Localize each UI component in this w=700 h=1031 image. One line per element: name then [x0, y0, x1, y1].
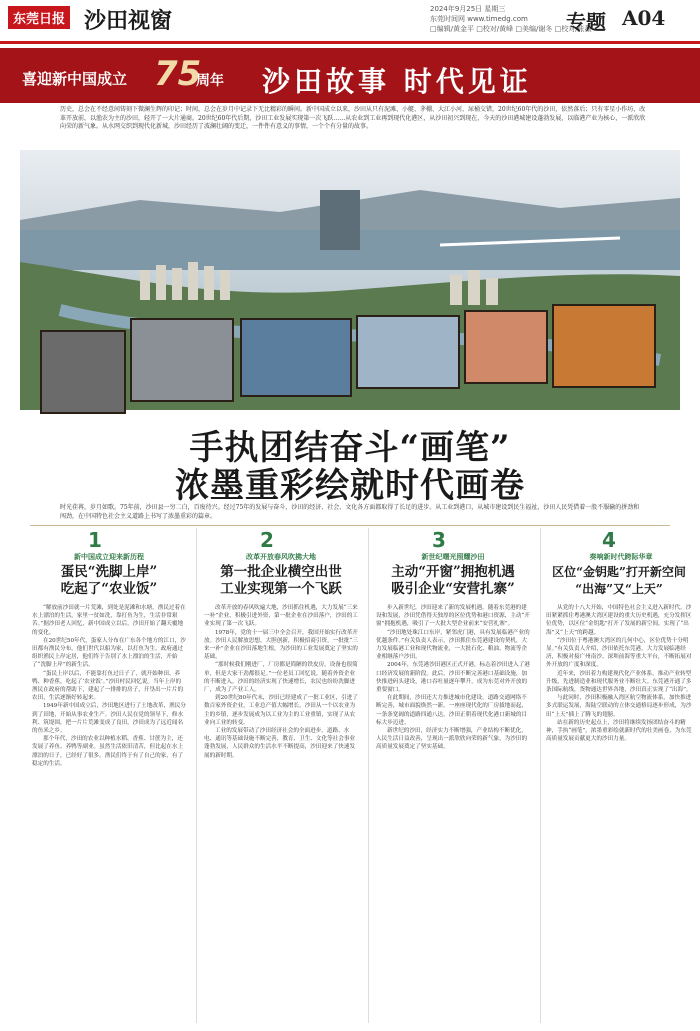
port-crane-photo: [552, 304, 656, 388]
editor-credits: □编辑/黄金平 □校对/黄峰 □美编/谢冬 □校对/张薇: [430, 25, 592, 33]
bridge-photo: [240, 318, 352, 397]
column-paragraph: 改革开放的春风吹遍大地，沙田抓住机遇，大力发展“三来一补”企业，积极引进外资，第一批企业在沙田落户，沙田的工业实现了第一次飞跃。: [204, 605, 358, 628]
column-paragraph: 在20世纪50年代，蛋家人分布在广东各个地方的江口，沙田都有渔民分布，他们世代以船为家，以打鱼为生。政府通过组织渔民上岸定居，他们终于告别了水上漂泊的生活，开始了“洗脚上岸”的新生活。: [32, 637, 186, 669]
column-kicker: 改革开放春风吹拂大地: [246, 552, 316, 561]
column-paragraph: 新世纪的沙田，经济实力不断增强，产业结构不断优化，人民生活日益改善，呈现出一派欣欣向荣的新气象，为沙田的高质量发展奠定了坚实基础。: [376, 728, 528, 751]
column-number-badge: [374, 530, 532, 550]
column-divider-rule: [30, 525, 670, 526]
column-body: [546, 604, 692, 1024]
section-title: 沙田视窗: [84, 8, 173, 34]
intro-paragraph: 历史，总会在不经意间铸刻下微澜生辉的印记；时间，总会在岁月中记录下无比精彩的瞬间。新中国成立以来，沙田从只有泥滩、小艇、茅棚、大江小河、尿桶交错，20世纪60年代的沙田，依然落后；只有零星小作坊，改革开放前，以渔农为主的沙田，轻开了一大片通商。20世纪60年代后期，沙田工业发展实现第一次飞跃……从农业到工业再到现代化港区，从沙田初兴到现在，今天的沙田港城建设蓬勃发展，以临港产业为核心，一派欣欣向荣的新气象。从水网交织到现代化新城，沙田经历了波澜壮阔的变迁，一件件有意义的事情，一个个有分量的故事。: [60, 106, 646, 130]
historic-photo-2: [130, 318, 234, 402]
topic-label: 专题: [566, 10, 606, 34]
column-title: 第一批企业横空出世 工业实现第一个飞跃: [220, 564, 342, 597]
column-paragraph: “沙田位于粤港澳大湾区的几何中心，区位优势十分明显。”有关负责人介绍，沙田依托东莞港，大力发展临港经济，积极对接广州南沙、深圳前海等重大平台，不断拓展对外开放的广度和深度。: [546, 637, 692, 669]
column-paragraph: 近年来，沙田着力构建现代化产业体系，推动产业转型升级，先进制造业和现代服务业不断壮大。东莞港开通了多条国际航线，货物通达世界各地，沙田真正实现了“出海”。: [546, 670, 692, 694]
column-number-badge: [202, 530, 360, 550]
column-body: [32, 604, 186, 1024]
column-title: 主动“开窗”拥抱机遇 吸引企业“安营扎寨”: [391, 564, 515, 597]
column-separator: [196, 528, 197, 1023]
column-number: 1: [88, 528, 102, 552]
column-number: 4: [602, 528, 616, 552]
column-body: [204, 604, 358, 1024]
column-title: 蛋民“洗脚上岸” 吃起了“农业饭”: [60, 564, 158, 597]
column-number: 3: [432, 528, 446, 552]
column-title: 区位“金钥匙”打开新空间 “出海”又“上天”: [552, 565, 686, 596]
column-paragraph: 到20世纪80年代末，沙田已经建成了一批工业区，引进了数百家外资企业，工业总产值大幅增长。沙田从一个以农业为主的乡镇，逐步发展成为以工业为主的工业重镇，实现了从农业向工业的转变。: [204, 695, 358, 726]
column-paragraph: “沙田地处珠江口东岸，紧邻虎门港，具有发展临港产业的优越条件。”有关负责人表示，沙田抓住东莞港建设的契机，大力发展临港工业和现代物流业，一大批石化、粮油、物流等企业相继落户沙田。: [376, 629, 530, 661]
page-number: A04: [622, 6, 666, 30]
banner-title: 沙田故事 时代见证: [262, 65, 532, 98]
column-paragraph: 1978年，党的十一届三中全会召开，我国开始实行改革开放。沙田人民解放思想，大胆创新，积极招商引资，一批批“三来一补”企业在沙田落地生根，为沙田的工业发展奠定了坚实的基础。: [204, 629, 358, 661]
anniversary-number: 75: [154, 54, 202, 94]
banner-suffix: 周年: [196, 73, 224, 89]
column-paragraph: 1949年新中国成立后，沙田地区进行了土地改革，渔民分到了田地，开始从事农业生产。沙田人民在党的领导下，修水利、筑堤围，把一片片荒滩变成了良田，沙田成为了远近闻名的鱼米之乡。: [32, 703, 186, 735]
lead-paragraph: 时光荏苒，岁月如歌。75年前，沙田县一穷二白，百废待兴。经过75年的发展与奋斗，沙田的经济、社会、文化各方面都取得了长足的进步。从工业到港口，从城市建设到民生福祉，沙田人民凭借着一股不服输的拼劲和闯劲，在中国特色社会主义道路上书写了浓墨重彩的篇章。: [60, 504, 640, 520]
site-url: 东莞时间网 www.timedg.com: [430, 15, 528, 23]
column-kicker: 新中国成立迎来新历程: [74, 552, 144, 561]
column-paragraph: 步入新世纪，沙田迎来了新的发展机遇。随着东莞港的建设和发展，沙田凭借得天独厚的区位优势和港口资源，主动“开窗”拥抱机遇，吸引了一大批大型企业前来“安营扎寨”。: [376, 605, 530, 628]
headline-line-1: 手执团结奋斗“画笔”: [189, 428, 511, 468]
column-body: [376, 604, 530, 1024]
newspaper-logo: 东莞日报: [8, 6, 70, 29]
column-paragraph: 站在新的历史起点上，沙田将继续发扬团结奋斗的精神，手执“画笔”，浓墨重彩绘就新时代的壮美画卷，为东莞高质量发展贡献更大的沙田力量。: [546, 719, 692, 743]
feature-banner: [0, 48, 700, 103]
column-paragraph: “那时候我们刚进厂，厂房都是简陋的铁皮房，设备也很简单，但是大家干劲都很足。”一位老员工回忆说。随着外资企业的不断进入，沙田的经济实现了快速增长，农民也纷纷洗脚进厂，成为了产业工人。: [204, 662, 358, 694]
column-kicker: 新世纪曙光照耀沙田: [421, 552, 485, 561]
column-paragraph: 那个年代，沙田的农业以种植水稻、香蕉、甘蔗为主，还发展了养鱼、养鸭等副业。虽然生活依旧清苦，但比起在水上漂泊的日子，已经好了很多。渔民们终于有了自己的家，有了稳定的生活。: [32, 736, 184, 767]
issue-date: 2024年9月25日 星期三: [430, 5, 506, 13]
workers-photo: [464, 310, 548, 384]
column-number-badge: [30, 530, 188, 550]
column-paragraph: 工业的发展带动了沙田经济社会的全面进步。道路、水电、通讯等基础设施不断完善，教育、卫生、文化等社会事业蓬勃发展，人民群众的生活水平不断提高，沙田迎来了快速发展的新时期。: [204, 728, 356, 759]
historic-photo-1: [40, 330, 126, 414]
column-paragraph: “蛋民上岸以后，不能靠打鱼过日子了，就开始种田、养鸭、种香蕉，吃起了‘农业饭’。”沙田村民回忆说。当年上岸的渔民在政府的帮助下，建起了一排排的房子，开垦出一片片的农田，生活逐渐好转起来。: [32, 670, 184, 702]
column-paragraph: 从党的十八大开始，中国特色社会主义进入新时代。沙田紧紧抓住粤港澳大湾区建设的重大历史机遇，充分发挥区位优势，以区位“金钥匙”打开了发展的新空间，实现了“出海”又“上天”的跨越。: [546, 605, 692, 636]
banner-prefix: 喜迎新中国成立: [22, 70, 128, 88]
column-paragraph: 在此期间，沙田还大力推进城市化建设，道路交通网络不断完善，城市面貌焕然一新。一座座现代化的厂房拔地而起，一条条宽阔的道路四通八达，沙田正朝着现代化港口新城的目标大步迈进。: [376, 695, 528, 726]
column-paragraph: 与此同时，沙田积极融入湾区航空物流体系，加快推进多式联运发展，海陆空联动的立体交通格局逐步形成，为沙田“上天”插上了腾飞的翅膀。: [546, 695, 692, 718]
header-rule: [0, 41, 700, 44]
column-paragraph: “解放前沙田就一片荒滩，到处是泥滩和水塘，渔民过着在水上漂泊的生活，家里一贫如洗，靠打鱼为生，生活非常艰苦。”据沙田老人回忆，新中国成立以后，沙田开始了翻天覆地的变化。: [32, 605, 186, 636]
column-kicker: 奏响新时代跨际华章: [589, 552, 653, 561]
column-separator: [540, 528, 541, 1023]
train-photo: [356, 315, 460, 389]
column-paragraph: 2004年，东莞港沙田港区正式开港，标志着沙田进入了港口经济发展的新阶段。此后，沙田不断完善港口基础设施，加快推进码头建设，港口吞吐量逐年攀升，成为东莞对外开放的重要窗口。: [376, 662, 530, 694]
history-photo-strip: [40, 300, 660, 420]
column-number: 2: [260, 528, 274, 552]
headline-line-2: 浓墨重彩绘就时代画卷: [175, 466, 525, 506]
column-separator: [368, 528, 369, 1023]
masthead: [0, 0, 700, 42]
column-number-badge: [544, 530, 700, 550]
